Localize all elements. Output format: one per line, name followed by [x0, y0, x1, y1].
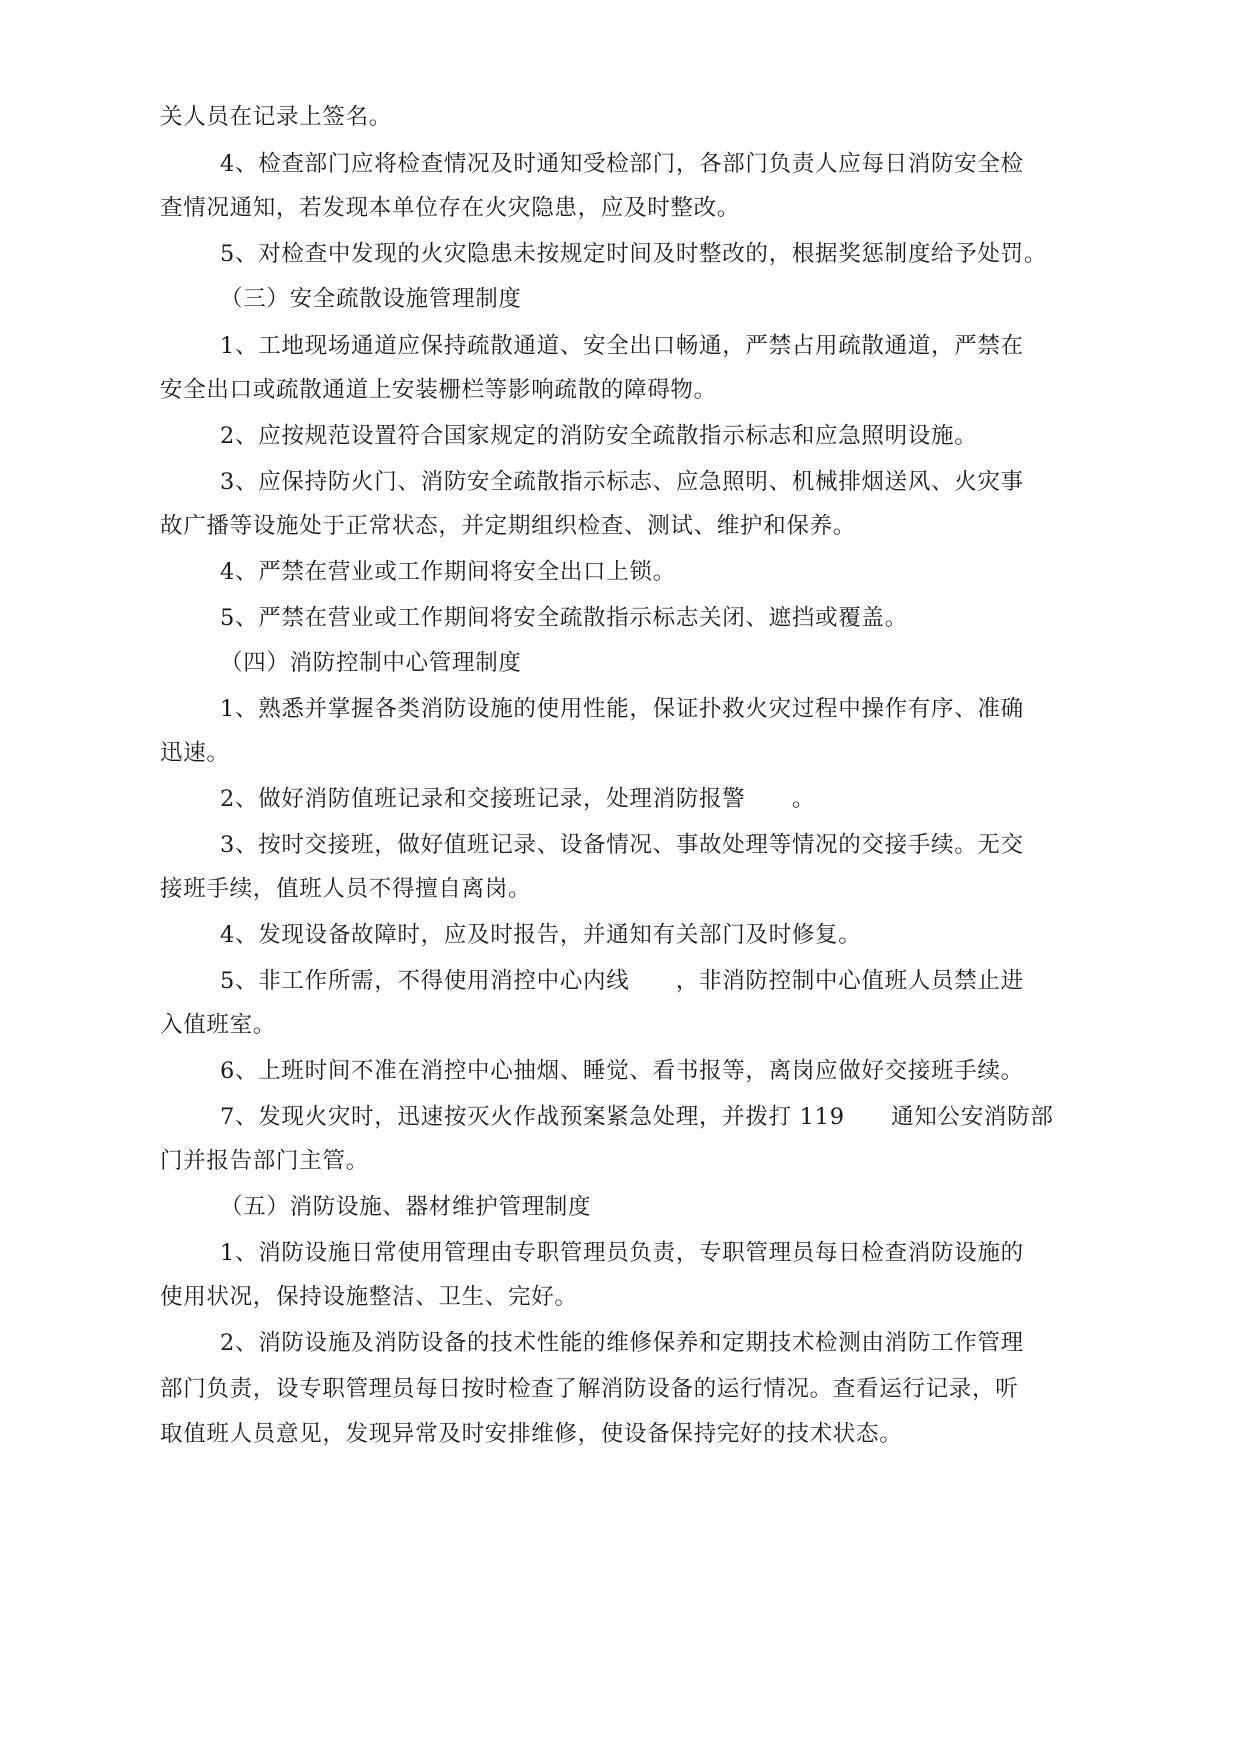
- text-line: 4、发现设备故障时，应及时报告，并通知有关部门及时修复。: [220, 922, 862, 948]
- text-line: 5、非工作所需，不得使用消控中心内线 ，非消防控制中心值班人员禁止进: [220, 968, 1024, 994]
- text-line: 4、严禁在营业或工作期间将安全出口上锁。: [220, 559, 676, 585]
- text-line: 迅速。: [160, 740, 230, 766]
- text-line: 关人员在记录上签名。: [160, 104, 393, 130]
- text-line: 取值班人员意见，发现异常及时安排维修，使设备保持完好的技术状态。: [160, 1421, 903, 1447]
- text-line: 2、应按规范设置符合国家规定的消防安全疏散指示标志和应急照明设施。: [220, 423, 978, 449]
- text-line: 门并报告部门主管。: [160, 1148, 369, 1174]
- text-line: 3、按时交接班，做好值班记录、设备情况、事故处理等情况的交接手续。无交: [220, 832, 1024, 858]
- text-line: 1、消防设施日常使用管理由专职管理员负责，专职管理员每日检查消防设施的: [220, 1240, 1024, 1266]
- text-line: 入值班室。: [160, 1012, 277, 1038]
- text-line: 3、应保持防火门、消防安全疏散指示标志、应急照明、机械排烟送风、火灾事: [220, 469, 1024, 495]
- text-line: 接班手续，值班人员不得擅自离岗。: [160, 876, 532, 902]
- text-line: 使用状况，保持设施整洁、卫生、完好。: [160, 1284, 578, 1310]
- section-heading: （四）消防控制中心管理制度: [220, 650, 522, 676]
- text-line: 安全出口或疏散通道上安装栅栏等影响疏散的障碍物。: [160, 377, 717, 403]
- text-line: 2、消防设施及消防设备的技术性能的维修保养和定期技术检测由消防工作管理: [220, 1330, 1024, 1356]
- section-heading: （三）安全疏散设施管理制度: [220, 286, 522, 312]
- section-heading: （五）消防设施、器材维护管理制度: [220, 1194, 592, 1220]
- text-line: 1、工地现场通道应保持疏散通道、安全出口畅通，严禁占用疏散通道，严禁在: [220, 333, 1024, 359]
- text-line: 5、对检查中发现的火灾隐患未按规定时间及时整改的，根据奖惩制度给予处罚。: [220, 241, 1048, 267]
- text-line: 故广播等设施处于正常状态，并定期组织检查、测试、维护和保养。: [160, 513, 857, 539]
- text-line: 5、严禁在营业或工作期间将安全疏散指示标志关闭、遮挡或覆盖。: [220, 605, 908, 631]
- text-line: 1、熟悉并掌握各类消防设施的使用性能，保证扑救火灾过程中操作有序、准确: [220, 696, 1024, 722]
- text-line: 2、做好消防值班记录和交接班记录，处理消防报警 。: [220, 786, 816, 812]
- text-line: 部门负责，设专职管理员每日按时检查了解消防设备的运行情况。查看运行记录，听: [160, 1376, 1019, 1402]
- text-line: 6、上班时间不准在消控中心抽烟、睡觉、看书报等，离岗应做好交接班手续。: [220, 1058, 1024, 1084]
- text-line: 7、发现火灾时，迅速按灭火作战预案紧急处理，并拨打 119 通知公安消防部: [220, 1104, 1054, 1130]
- text-line: 4、检查部门应将检查情况及时通知受检部门，各部门负责人应每日消防安全检: [220, 151, 1024, 177]
- text-line: 查情况通知，若发现本单位存在火灾隐患，应及时整改。: [160, 195, 741, 221]
